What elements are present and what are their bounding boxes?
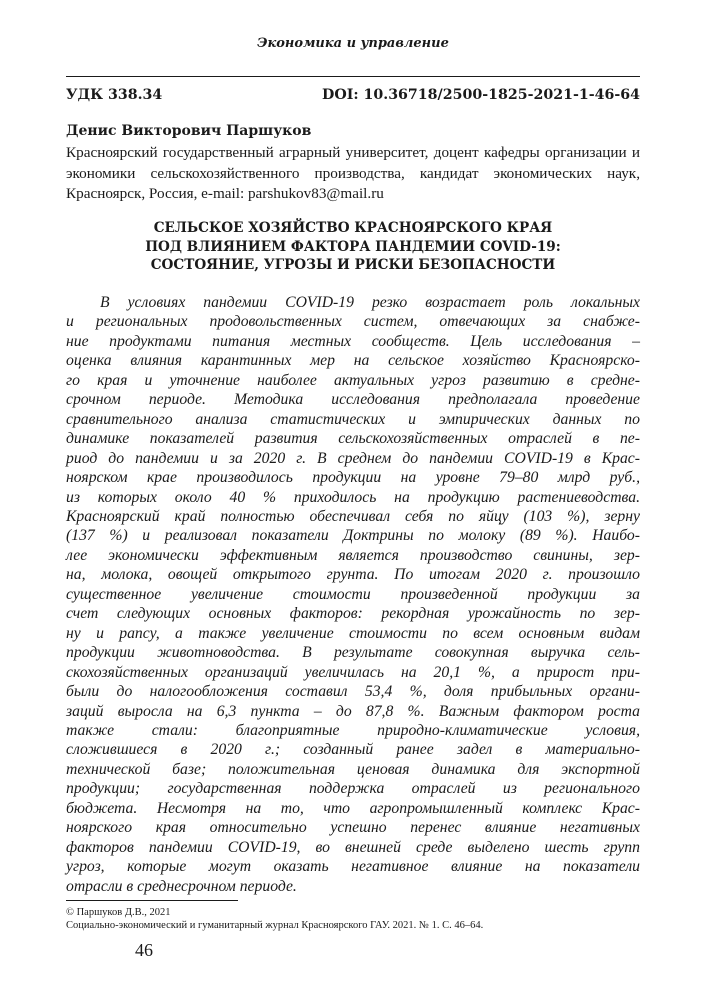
abstract-line: существенное увеличение стоимости произведенной продукции за bbox=[66, 585, 640, 603]
author-name: Денис Викторович Паршуков bbox=[66, 123, 312, 139]
title-line: СЕЛЬСКОЕ ХОЗЯЙСТВО КРАСНОЯРСКОГО КРАЯ bbox=[153, 220, 553, 236]
abstract-line: угроз, которые могут оказать негативное влияние на показатели bbox=[66, 858, 640, 876]
footnote-rule bbox=[66, 900, 238, 901]
abstract-line: факторов пандемии COVID-19, во внешней среде выделено шесть групп bbox=[66, 838, 640, 856]
abstract-line: динамике показателей развития сельскохозяйственных отраслей в пе- bbox=[66, 430, 640, 448]
abstract bbox=[66, 293, 640, 896]
abstract-line: В условиях пандемии COVID-19 резко возрастает роль локальных bbox=[100, 294, 640, 311]
running-title: Экономика и управление bbox=[257, 36, 449, 51]
title-line: СОСТОЯНИЕ, УГРОЗЫ И РИСКИ БЕЗОПАСНОСТИ bbox=[150, 257, 556, 273]
abstract-line: ноярском крае производилось продукции на уровне 79–80 млрд руб., bbox=[66, 469, 640, 487]
abstract-line: ну и рапсу, а также увеличение стоимости по всем основным видам bbox=[66, 624, 640, 642]
doi-link[interactable]: DOI: 10.36718/2500-1825-2021-1-46-64 bbox=[322, 87, 640, 103]
abstract-line: технической базе; положительная ценовая динамика для экспортной bbox=[66, 760, 640, 778]
abstract-line: продукции; государственная поддержка отраслей из регионального bbox=[66, 780, 640, 798]
abstract-line: лее экономически эффективным является производство свинины, зер- bbox=[66, 546, 640, 564]
abstract-line: отрасли в среднесрочном периоде. bbox=[66, 877, 297, 895]
abstract-line: ноярского края относительно успешно перенес влияние негативных bbox=[66, 819, 640, 837]
abstract-line: бюджета. Несмотря на то, что агропромышленный комплекс Крас- bbox=[66, 799, 640, 817]
abstract-line: и региональных продовольственных систем, отвечающих за снабже- bbox=[66, 313, 640, 331]
page-number: 46 bbox=[135, 940, 153, 960]
abstract-line: сравнительного анализа статистических и эмпирических данных по bbox=[66, 410, 640, 428]
title-line: ПОД ВЛИЯНИЕМ ФАКТОРА ПАНДЕМИИ COVID-19: bbox=[145, 238, 561, 255]
abstract-line: счет следующих основных факторов: рекордная урожайность по зер- bbox=[66, 605, 640, 623]
udk-code: УДК 338.34 bbox=[66, 87, 163, 103]
abstract-line: продукции животноводства. В результате совокупная выручка сель- bbox=[66, 644, 640, 662]
abstract-line: го края и уточнение наиболее актуальных угроз развитию в средне- bbox=[66, 371, 640, 389]
author-affiliation: Красноярский государственный аграрный университет, доцент кафедры организации и экономики сельскохозяйственного производства, кандидат экономических наук, Красноярск, Россия, e-mail: parshukov83@mail.ru bbox=[66, 144, 640, 202]
abstract-line: были до налогообложения составил 53,4 %, доля прибыльных органи- bbox=[66, 683, 640, 701]
abstract-line: срочном периоде. Методика исследования предполагала проведение bbox=[66, 391, 640, 409]
copyright-note: © Паршуков Д.В., 2021 bbox=[66, 907, 171, 918]
abstract-line: на, молока, овощей открытого грунта. По итогам 2020 г. произошло bbox=[66, 566, 640, 584]
citation-note: Социально-экономический и гуманитарный журнал Красноярского ГАУ. 2021. № 1. С. 46–64. bbox=[66, 920, 484, 931]
abstract-line: сложившиеся в 2020 г.; созданный ранее задел в материально- bbox=[66, 741, 640, 759]
header-rule bbox=[66, 76, 640, 77]
abstract-line: также стали: благоприятные природно-климатические условия, bbox=[66, 721, 640, 739]
abstract-line: риод до пандемии и за 2020 г. В среднем до пандемии COVID-19 в Крас- bbox=[66, 449, 640, 467]
abstract-line: скохозяйственных организаций увеличилась на 20,1 %, а прирост при- bbox=[66, 663, 640, 681]
abstract-line: Красноярский край полностью обеспечивал себя по яйцу (103 %), зерну bbox=[66, 507, 640, 525]
abstract-line: оценка влияния карантинных мер на сельское хозяйство Красноярско- bbox=[66, 352, 640, 370]
abstract-line: (137 %) и реализовал показатели Доктрины по молоку (89 %). Наибо- bbox=[66, 527, 640, 545]
abstract-line: из которых около 40 % приходилось на продукцию растениеводства. bbox=[66, 488, 640, 506]
article-title bbox=[66, 219, 640, 275]
abstract-line: ние продуктами питания местных сообществ. Цель исследования – bbox=[66, 332, 640, 350]
abstract-line: заций выросла на 6,3 пункта – до 87,8 %. Важным фактором роста bbox=[66, 702, 640, 720]
